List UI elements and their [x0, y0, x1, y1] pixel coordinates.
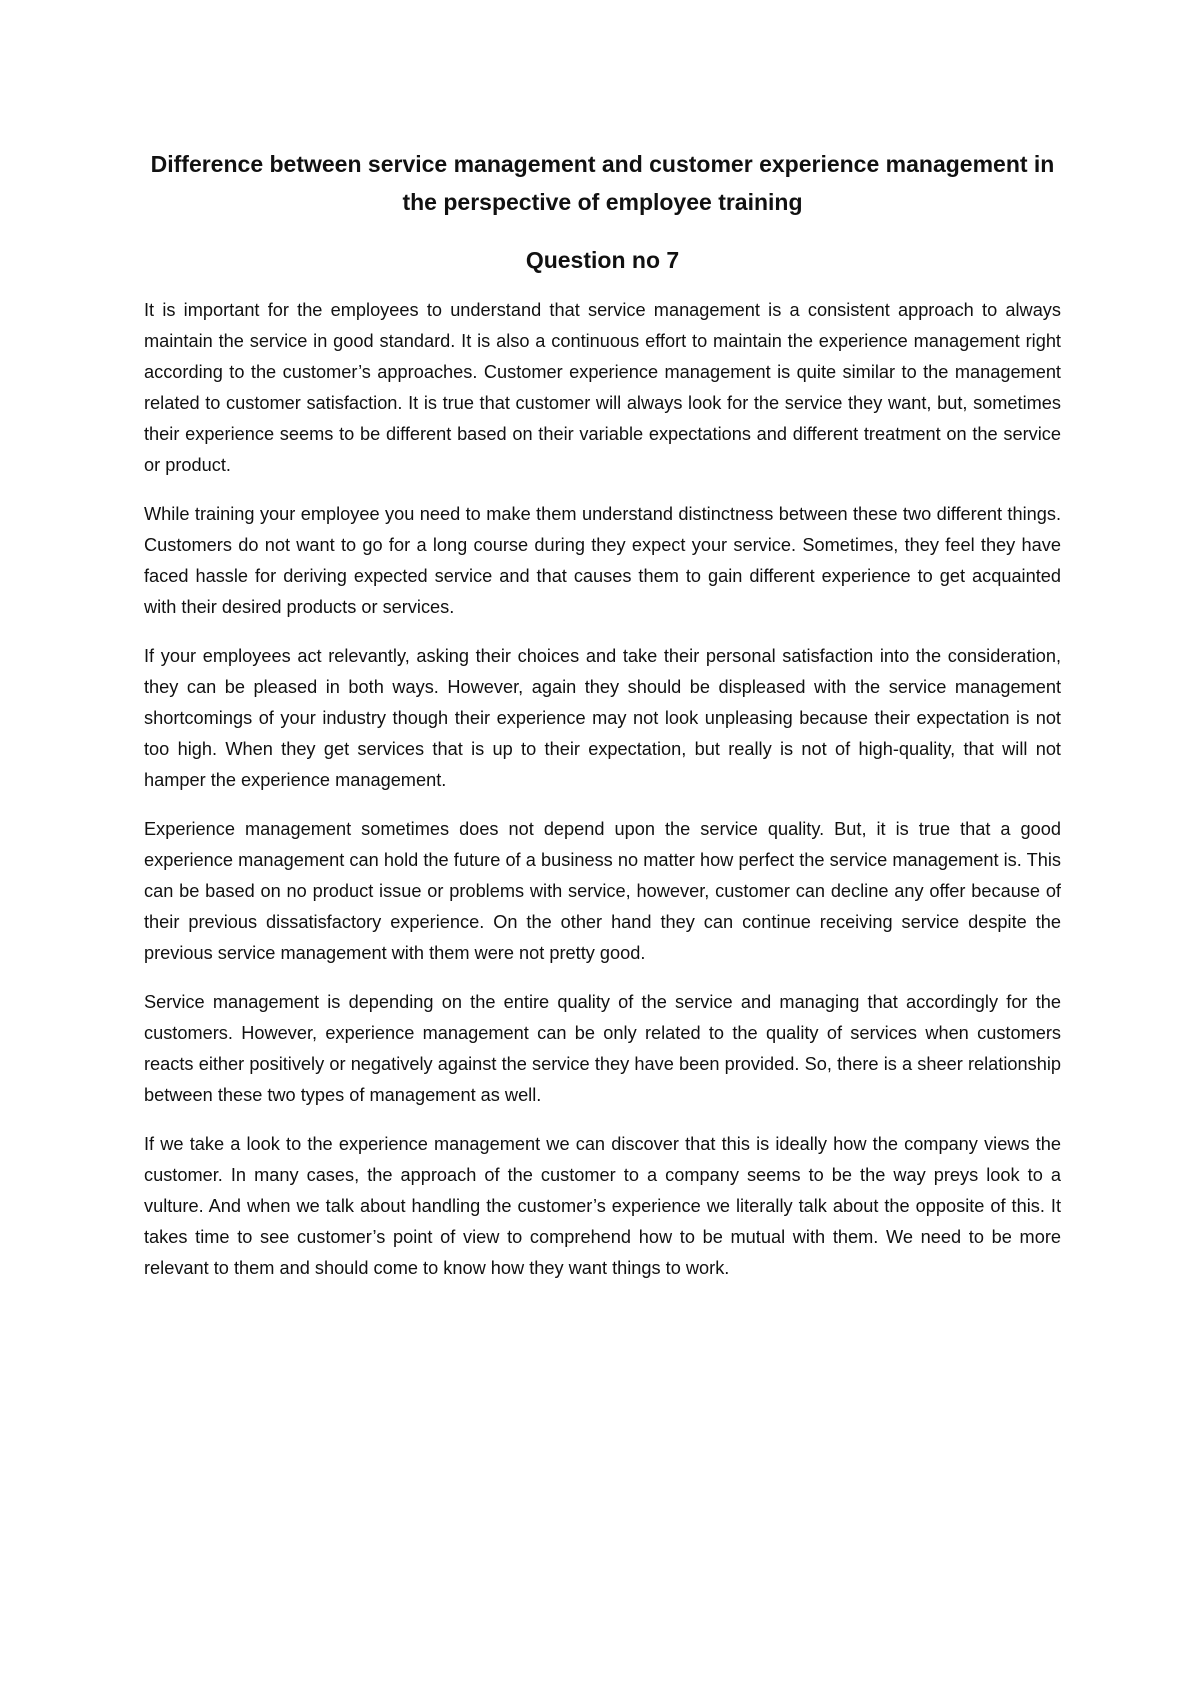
paragraph-5: Service management is depending on the entire quality of the service and managing that accordingly for the customers. However, experience management can be only related to the quality of services when customers reacts either positively or negatively against the service they have been provided. So, there is a sheer relationship between these two types of management as well.	[144, 992, 1061, 1105]
document-content	[144, 145, 1061, 1302]
paragraph-1: It is important for the employees to understand that service management is a consistent approach to always maintain the service in good standard. It is also a continuous effort to maintain the experience management right according to the customer’s approaches. Customer experience management is quite similar to the management related to customer satisfaction. It is true that customer will always look for the service they want, but, sometimes their experience seems to be different based on their variable expectations and different treatment on the service or product.	[144, 300, 1061, 475]
question-heading: Question no 7	[525, 247, 680, 273]
paragraph-3: If your employees act relevantly, asking their choices and take their personal satisfaction into the consideration, they can be pleased in both ways. However, again they should be displeased with the service management shortcomings of your industry though their experience may not look unpleasing because their expectation is not too high. When they get services that is up to their expectation, but really is not of high-quality, that will not hamper the experience management.	[144, 646, 1061, 790]
paragraph-4: Experience management sometimes does not depend upon the service quality. But, it is true that a good experience management can hold the future of a business no matter how perfect the service management is. This can be based on no product issue or problems with service, however, customer can decline any offer because of their previous dissatisfactory experience. On the other hand they can continue receiving service despite the previous service management with them were not pretty good.	[144, 819, 1061, 963]
paragraph-2: While training your employee you need to make them understand distinctness between these two different things. Customers do not want to go for a long course during they expect your service. Sometimes, they feel they have faced hassle for deriving expected service and that causes them to gain different experience to get acquainted with their desired products or services.	[144, 504, 1061, 617]
paragraph-6: If we take a look to the experience management we can discover that this is ideally how the company views the customer. In many cases, the approach of the customer to a company seems to be the way preys look to a vulture. And when we talk about handling the customer’s experience we literally talk about the opposite of this. It takes time to see customer’s point of view to comprehend how to be mutual with them. We need to be more relevant to them and should come to know how they want things to work.	[144, 1134, 1061, 1278]
document-title: Difference between service management and customer experience management in the perspective of employee training	[150, 151, 1055, 215]
